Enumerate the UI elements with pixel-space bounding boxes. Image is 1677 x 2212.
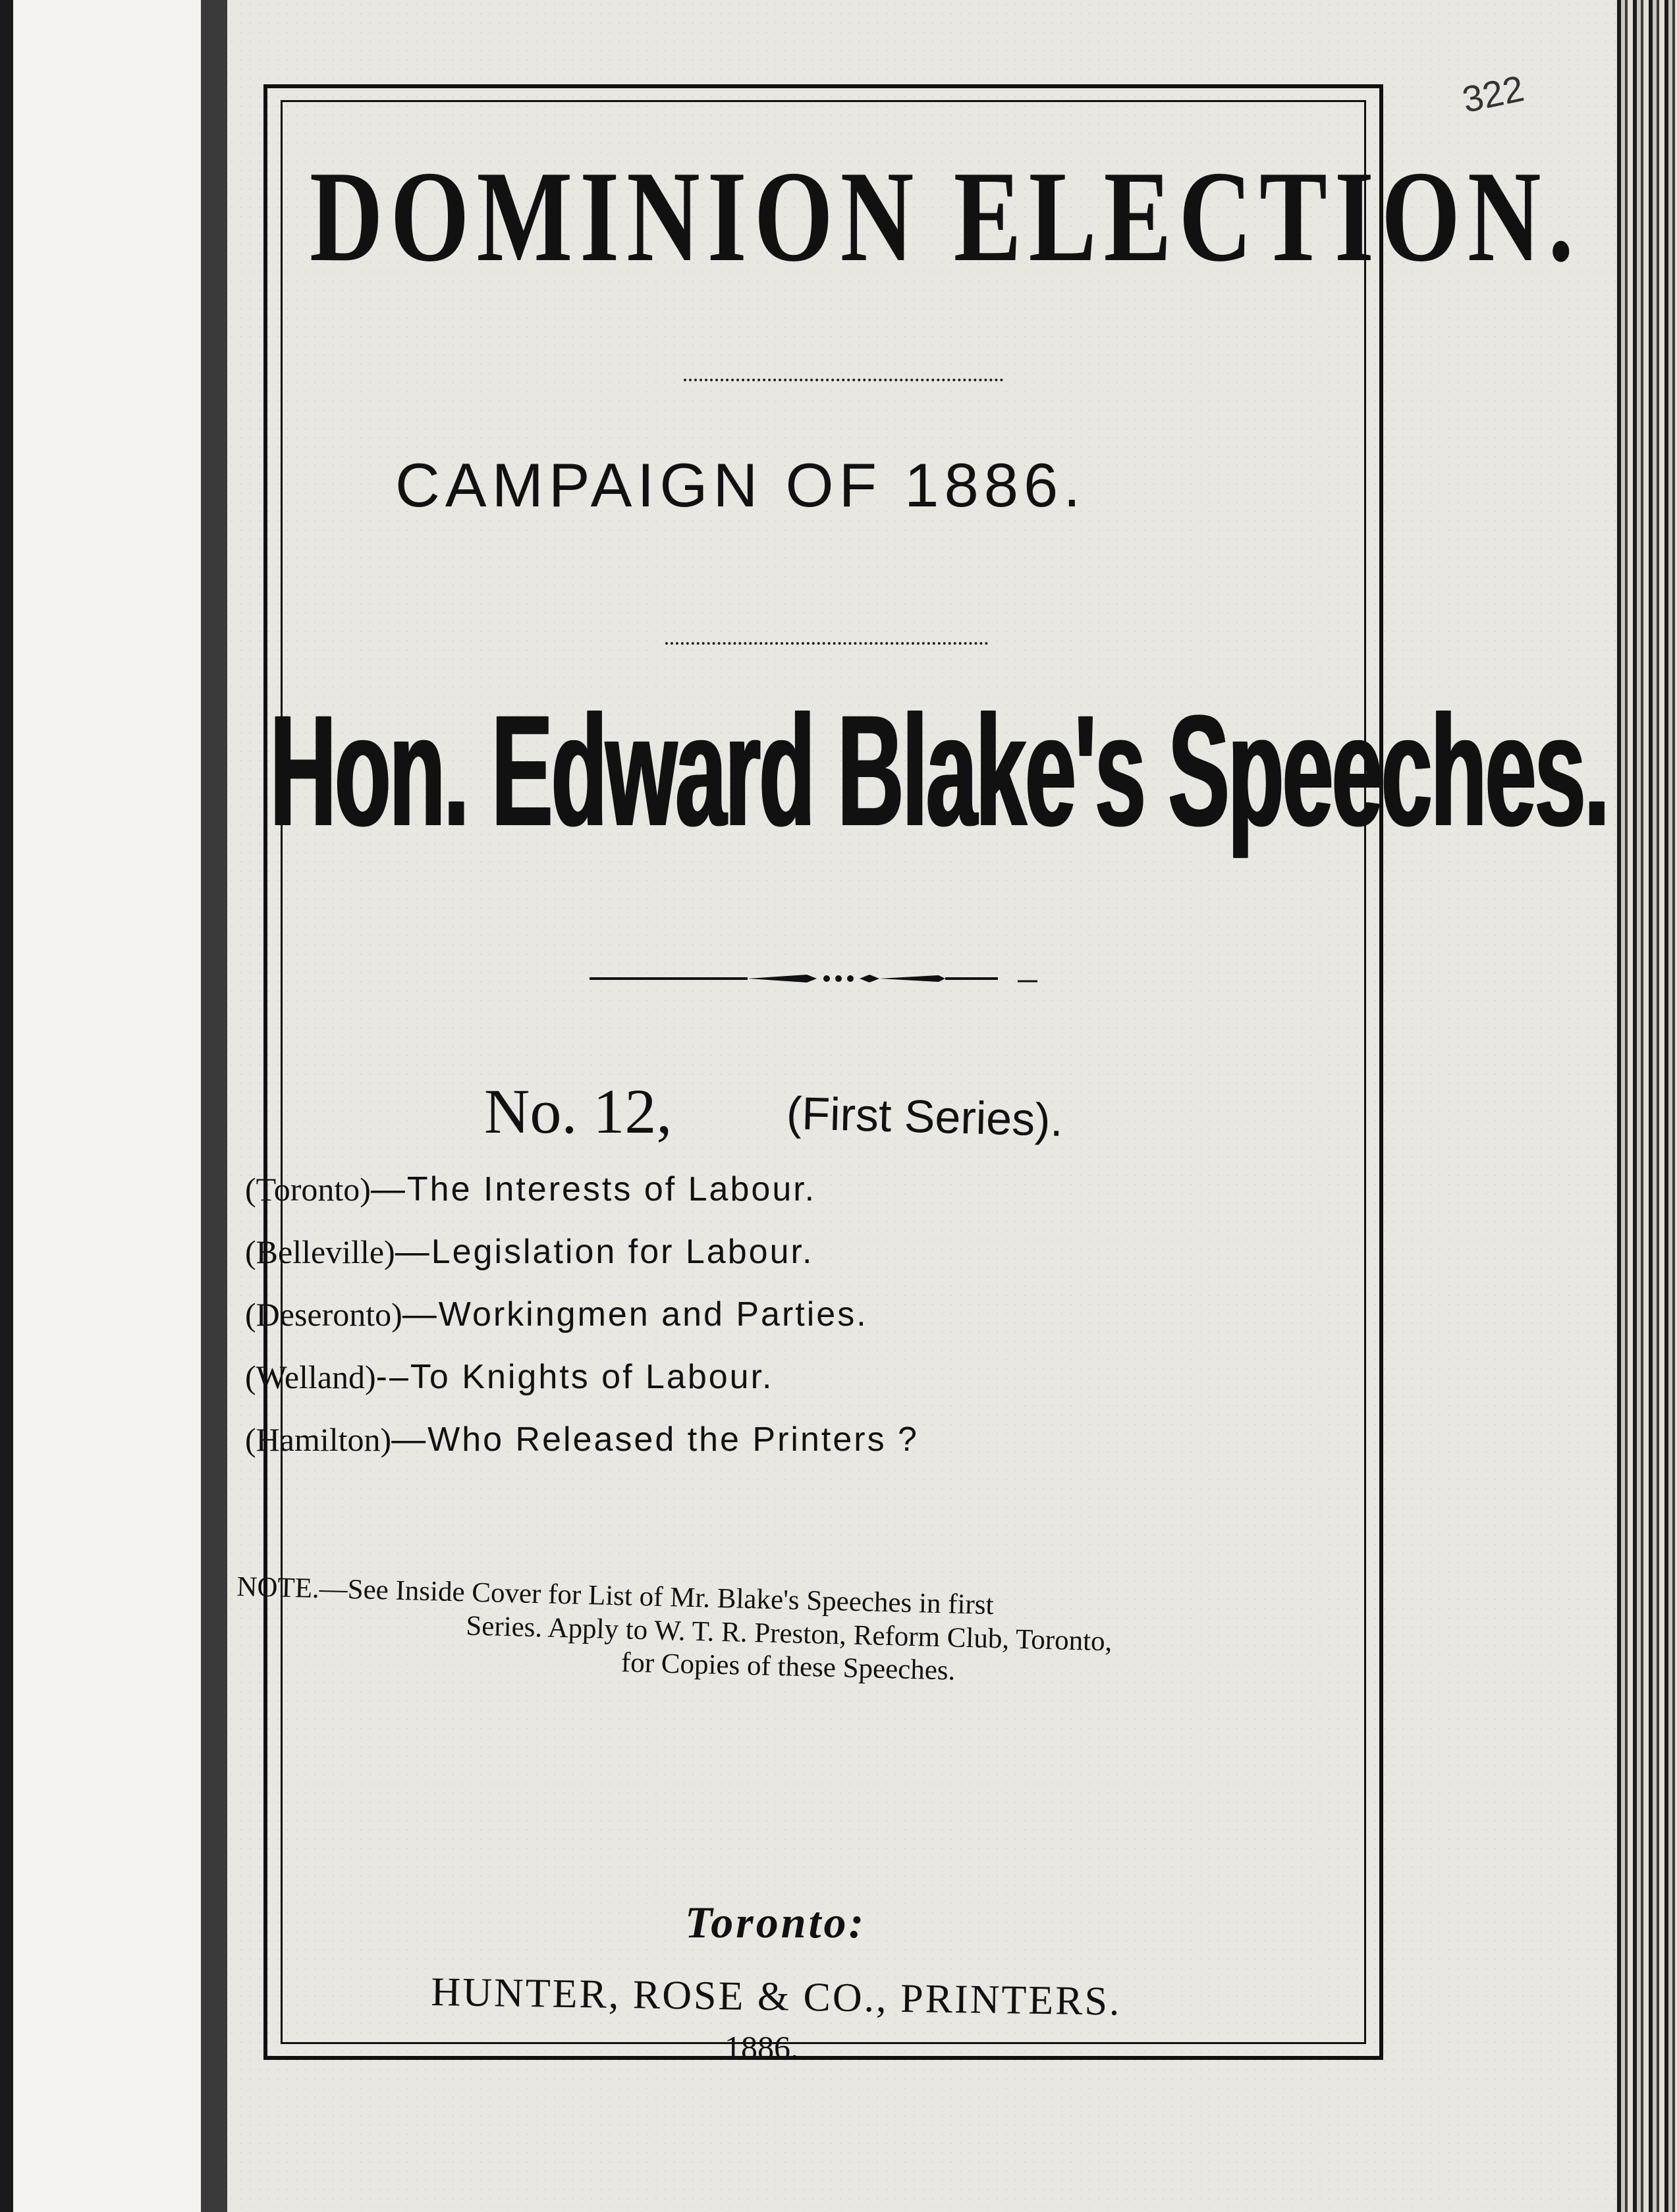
imprint-city: Toronto: [685, 1897, 867, 1947]
speech-topic: —The Interests of Labour. [370, 1170, 817, 1208]
dotted-rule [665, 642, 988, 645]
speech-topic: —Workingmen and Parties. [402, 1295, 868, 1334]
imprint-year: 1886. [725, 2029, 799, 2066]
speech-entry [245, 1360, 773, 1395]
speech-entry [245, 1172, 816, 1207]
speech-topic: -–To Knights of Labour. [375, 1358, 774, 1396]
campaign-heading: CAMPAIGN OF 1886. [395, 450, 1086, 520]
speech-entry [245, 1235, 813, 1270]
speech-place: (Hamilton) [245, 1421, 392, 1458]
catalog-mark: 322 [1458, 67, 1527, 121]
speech-entry [245, 1422, 919, 1457]
note-line: for Copies of these Speeches. [620, 1647, 956, 1687]
note-line: NOTE.—See Inside Cover for List of Mr. Blake's Speeches in first [236, 1571, 995, 1621]
speech-entry [245, 1297, 868, 1332]
speech-place: (Belleville) [245, 1233, 395, 1270]
speech-place: (Deseronto) [245, 1296, 402, 1333]
speeches-title: Hon. Edward Blake's Speeches. [270, 682, 1608, 859]
speech-topic: —Who Released the Printers ? [391, 1420, 919, 1459]
main-title: DOMINION ELECTION. [310, 144, 1581, 288]
dotted-rule [684, 379, 1003, 381]
ornamental-rule [590, 969, 1037, 989]
inner-border [281, 100, 1581, 2044]
facing-page-margin [13, 0, 225, 2212]
speech-place: (Toronto) [245, 1171, 371, 1208]
note-line: Series. Apply to W. T. R. Preston, Reform Club, Toronto, [465, 1610, 1113, 1658]
speech-topic: —Legislation for Labour. [395, 1233, 814, 1271]
issue-number: No. 12, [484, 1076, 673, 1146]
issue-series: (First Series). [786, 1087, 1064, 1146]
imprint-printers: HUNTER, ROSE & CO., PRINTERS. [431, 1970, 1122, 2024]
page-stack-edge [1617, 0, 1677, 2212]
speech-place: (Welland) [245, 1359, 376, 1395]
binding-edge [0, 0, 13, 2212]
page-gutter [201, 0, 227, 2212]
